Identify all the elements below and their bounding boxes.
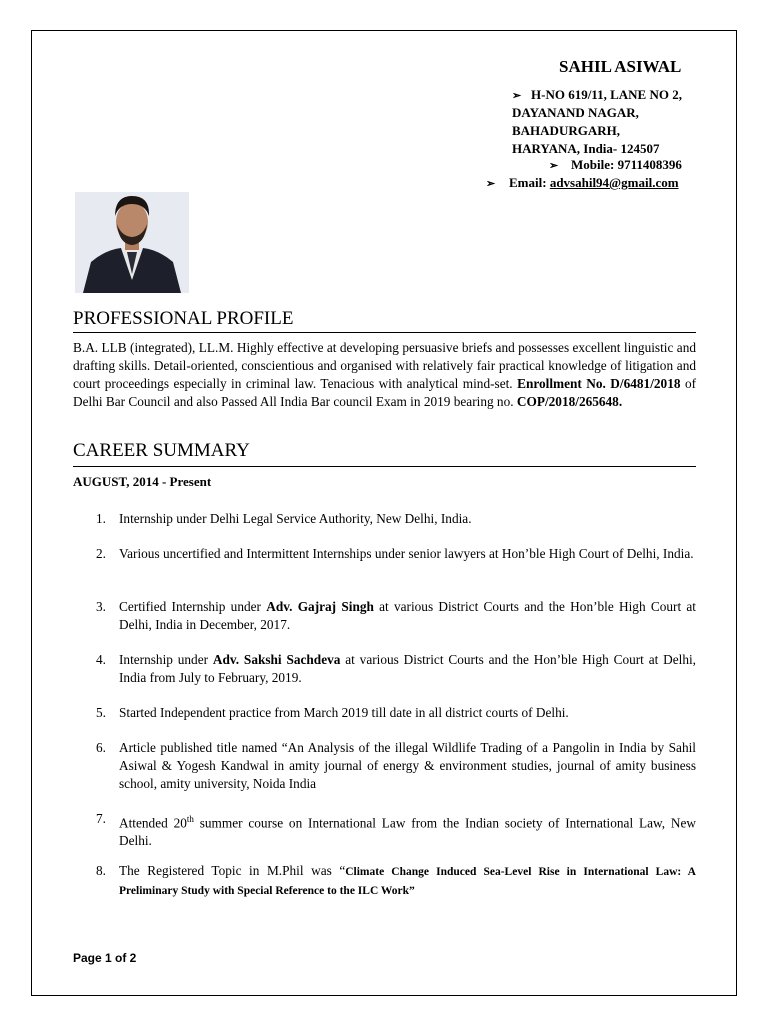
item-text: Various uncertified and Intermittent Internships under senior lawyers at Hon’ble High Court of Delhi, India.	[119, 546, 694, 561]
item-number: 7.	[96, 811, 106, 826]
cop-number: COP/2018/265648.	[516, 394, 623, 409]
enrollment-number: Enrollment No. D/6481/2018	[517, 376, 681, 391]
address-line-3: BAHADURGARH,	[512, 123, 620, 138]
page-number: Page 1 of 2	[73, 951, 137, 965]
bullet-arrow-icon: ➢	[486, 178, 496, 190]
section-divider	[73, 332, 696, 333]
career-period: AUGUST, 2014 - Present	[73, 474, 212, 489]
profile-text: B.A. LLB (integrated), LL.M. Highly effective at developing persuasive briefs and possesses excellent linguistic and drafting skills. Detail-oriented, conscientious and organised with relatively fair practical knowledge of litigation and court proceedings especially in criminal law. Tenacious with analytical mind-set.	[73, 340, 696, 391]
mphil-topic: Climate Change Induced Sea-Level Rise in International Law: A Preliminary Study with Special Reference to the ILC Work”	[119, 866, 696, 897]
profile-text-2: of Delhi Bar Council and also Passed All India Bar council Exam in 2019 bearing no.	[73, 376, 697, 409]
item-text-pre: Attended 20	[119, 815, 187, 831]
item-text-post: at various District Courts and the Hon’ble High Court at Delhi, India from July to February, 2019.	[119, 652, 696, 685]
item-number: 2.	[96, 546, 106, 561]
item-text	[119, 862, 696, 900]
profile-photo	[75, 192, 189, 293]
item-number: 8.	[96, 863, 106, 878]
item-number: 6.	[96, 740, 106, 755]
email-line	[509, 174, 679, 192]
section-title-career: CAREER SUMMARY	[73, 440, 250, 461]
item-number: 1.	[96, 511, 106, 526]
item-text: Internship under Delhi Legal Service Authority, New Delhi, India.	[119, 511, 472, 526]
item-text-pre: The Registered Topic in M.Phil was “	[119, 863, 346, 878]
item-text-post: at various District Courts and the Hon’ble High Court at Delhi, India in December, 2017.	[119, 599, 696, 632]
item-text-pre: Internship under	[119, 652, 213, 667]
profile-paragraph	[73, 339, 696, 411]
item-number: 4.	[96, 652, 106, 667]
advocate-name: Adv. Sakshi Sachdeva	[212, 652, 341, 667]
email-label: Email:	[509, 175, 550, 190]
address-line-4: HARYANA, India- 124507	[512, 141, 660, 156]
item-number: 5.	[96, 705, 106, 720]
address-line-1: H-NO 619/11, LANE NO 2,	[531, 87, 682, 102]
bullet-arrow-icon: ➢	[549, 160, 559, 172]
item-text	[119, 810, 696, 850]
item-text-pre: Certified Internship under	[119, 599, 267, 614]
section-title-profile: PROFESSIONAL PROFILE	[73, 308, 294, 329]
email-link[interactable]: advsahil94@gmail.com	[549, 175, 679, 190]
candidate-name: SAHIL ASIWAL	[559, 57, 682, 76]
item-text: Article published title named “An Analysis of the illegal Wildlife Trading of a Pangolin in India by Sahil Asiwal & Yogesh Kandwal in amity journal of energy & environment studies, journal of amity business school, amity university, Noida India	[119, 740, 696, 791]
item-text	[119, 651, 696, 687]
bullet-arrow-icon: ➢	[512, 90, 522, 102]
advocate-name: Adv. Gajraj Singh	[266, 599, 374, 614]
address-line-2: DAYANAND NAGAR,	[512, 105, 639, 120]
item-text: Started Independent practice from March 2019 till date in all district courts of Delhi.	[119, 705, 569, 720]
item-text	[119, 598, 696, 634]
superscript: th	[186, 814, 194, 824]
mobile-number: Mobile: 9711408396	[571, 157, 682, 172]
item-number: 3.	[96, 599, 106, 614]
item-text-post: summer course on International Law from the Indian society of International Law, New Delhi.	[119, 815, 696, 849]
section-divider	[73, 466, 696, 467]
